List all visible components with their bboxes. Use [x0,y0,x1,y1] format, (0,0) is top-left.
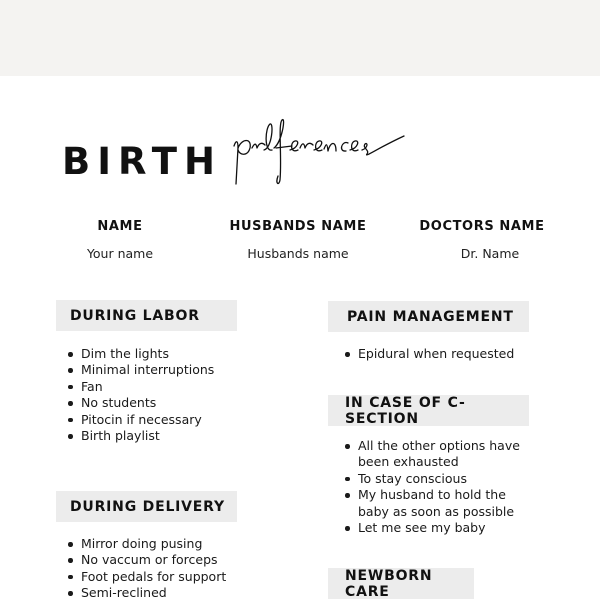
name-value: Your name [86,246,154,261]
during-delivery-heading [56,491,237,522]
name-label: NAME [97,219,143,234]
list-item: Birth playlist [66,428,214,444]
list-item: Fan [66,379,214,395]
husbands-name-label: HUSBANDS NAME [229,219,367,234]
newborn-care-heading [328,568,474,599]
list-item: Dim the lights [66,346,214,362]
list-item: Let me see my baby [343,520,538,536]
during-labor-heading-text: DURING LABOR [70,307,200,324]
c-section-heading [328,395,529,426]
page-title: BIRTH [62,140,223,183]
list-item: My husband to hold the baby as soon as possible [343,487,538,520]
preferences-script-icon [228,118,413,190]
list-item: Mirror doing pusing [66,536,226,552]
during-labor-heading [56,300,237,331]
newborn-care-heading-text: NEWBORN CARE [345,567,433,600]
doctors-name-value: Dr. Name [460,246,520,261]
pain-management-heading-text: PAIN MANAGEMENT [347,308,514,325]
list-item: Epidural when requested [343,346,514,362]
during-labor-list [66,346,214,444]
doctors-name-label: DOCTORS NAME [419,219,545,234]
during-delivery-list [66,536,226,602]
top-band [0,0,600,76]
list-item: No vaccum or forceps [66,552,226,568]
list-item: All the other options have been exhausted [343,438,538,471]
list-item: Foot pedals for support [66,569,226,585]
list-item: Semi-reclined [66,585,226,601]
during-delivery-heading-text: DURING DELIVERY [70,498,225,515]
title-script-logo [228,118,413,194]
c-section-list [343,438,538,536]
list-item: Minimal interruptions [66,362,214,378]
pain-management-heading [328,301,529,332]
c-section-heading-text: IN CASE OF C-SECTION [345,394,466,427]
pain-management-list [343,346,514,362]
husbands-name-value: Husbands name [247,246,349,261]
list-item: To stay conscious [343,471,538,487]
list-item: Pitocin if necessary [66,412,214,428]
list-item: No students [66,395,214,411]
